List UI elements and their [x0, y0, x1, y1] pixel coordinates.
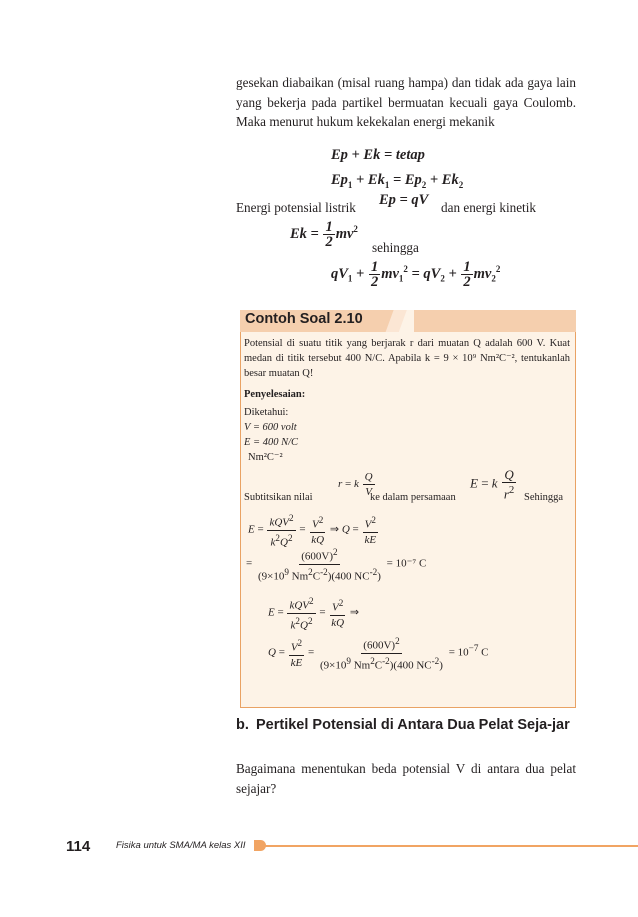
equation-e-field: E = k $\frac{Q}{r^2}$	[470, 467, 515, 502]
intro-paragraph: gesekan diabaikan (misal ruang hampa) dan tidak ada gaya lain yang bekerja pada partikel bermuatan kecuali gaya Coulomb. Maka menurut hukum kekekalan energi mekanik	[236, 75, 576, 129]
equation-energy-conservation: $Ep_1 + Ek_1 = Ep_2 + Ek_2$	[331, 172, 464, 190]
derivation-step-1: E = $\frac{kQV^2}{k^2Q^2}$ = $\frac{V^2}{kQ}$ ⇒ Q = $\frac{V^2}{kE}$	[248, 513, 377, 549]
equation-qv-conservation: $qV_1$ + $\frac{1}{2}$ $mv_1^2 = qV_2$ + $\frac{1}{2}$ $mv_2^2$	[331, 259, 501, 290]
equation-r: r = k $\frac{Q}{V}$	[338, 471, 373, 498]
known-label: Diketahui:	[244, 407, 289, 418]
equation-potential-energy: Ep = qV	[379, 192, 429, 208]
derivation-step-3: E = $\frac{kQV^2}{k^2Q^2}$ = $\frac{V^2}{kQ}$ ⇒	[268, 596, 360, 632]
known-e: E = 400 N/C	[244, 437, 299, 448]
known-unit: Nm²C⁻²	[248, 452, 283, 463]
section-b-heading: Pertikel Potensial di Antara Dua Pelat Seja-jar	[256, 717, 570, 733]
equation-energy-constant: Ep + Ek = tetap	[331, 147, 425, 163]
derivation-step-2: = $\frac{(600V)^2}{(9\times 10^9 Nm^2C^{-2})(400 NC^{-2})}$ = 10⁻⁷ C	[246, 547, 427, 583]
derivation-step-4: Q = $\frac{V^2}{kE}$ = $\frac{(600V)^2}{(9\times 10^9 Nm^2C^{-2})(400 NC^{-2})}$ = $10^{-7}$ C	[268, 636, 489, 672]
subst-text-2: ke dalam persamaan	[370, 492, 456, 503]
energy-line-prefix: Energi potensial listrik	[236, 200, 356, 215]
footer-line	[262, 845, 638, 847]
sehingga-label: sehingga	[372, 240, 419, 255]
subst-text-1: Subtitsikan nilai	[244, 492, 313, 503]
example-box-title: Contoh Soal 2.10	[245, 311, 363, 327]
example-problem: Potensial di suatu titik yang berjarak r dari muatan Q adalah 600 V. Kuat medan di titik tersebut 400 N/C. Apabila k = 9 × 10⁹ Nm²C⁻², tentukanlah besar muatan Q!	[244, 338, 570, 379]
equation-kinetic-energy: Ek = $\frac{1}{2}$ $mv^2$	[290, 219, 358, 250]
solution-label: Penyelesaian:	[244, 389, 306, 400]
section-b-letter: b.	[236, 717, 249, 733]
energy-line-mid: dan energi kinetik	[441, 200, 536, 215]
page-number: 114	[66, 838, 91, 855]
section-b-paragraph: Bagaimana menentukan beda potensial V di antara dua pelat sejajar?	[236, 761, 576, 796]
book-title: Fisika untuk SMA/MA kelas XII	[116, 840, 246, 851]
subst-text-3: Sehingga	[524, 492, 564, 503]
example-box-header-accent	[378, 310, 414, 332]
known-v: V = 600 volt	[244, 422, 297, 433]
